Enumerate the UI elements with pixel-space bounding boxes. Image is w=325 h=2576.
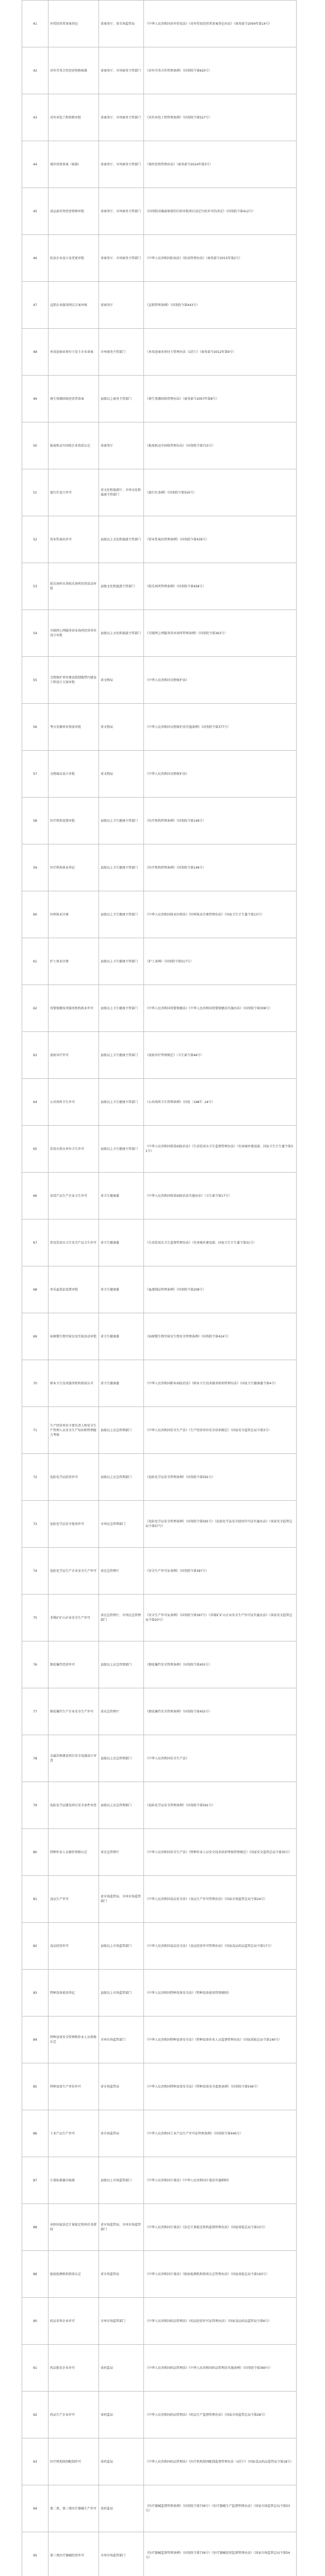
- department-cell: 省文物局: [99, 657, 144, 704]
- item-name-cell: 特种作业人员操作资格认定: [48, 1829, 99, 1876]
- table-row: [22, 282, 297, 329]
- table-row: [22, 376, 297, 422]
- legal-basis-cell: 《境外投资管理办法》（商务部令2014年第3号）: [144, 141, 297, 188]
- table-row: [22, 2392, 297, 2438]
- row-number-cell: 81: [22, 1876, 48, 1923]
- department-cell: 市州市场监管部门: [99, 2532, 144, 2576]
- row-number-cell: 41: [22, 1, 48, 47]
- row-number-cell: 93: [22, 2438, 48, 2485]
- item-name-cell: 单采血浆站设置审批: [48, 1266, 99, 1313]
- legal-basis-cell: 《中华人民共和国安全生产法》: [144, 1735, 297, 1782]
- department-cell: 县级以上应急管理部门: [99, 1454, 144, 1501]
- department-cell: 县级以上应急管理部门: [99, 1782, 144, 1829]
- item-name-cell: 烟花爆竹经营许可: [48, 1641, 99, 1688]
- item-name-cell: 危险化学品生产企业安全生产许可: [48, 1548, 99, 1595]
- row-number-cell: 74: [22, 1548, 48, 1595]
- table-row: [22, 235, 297, 282]
- department-cell: 市州市场监管部门: [99, 2016, 144, 2063]
- table-row: [22, 1454, 297, 1501]
- row-number-cell: 88: [22, 2204, 48, 2251]
- department-cell: 省卫生健康委: [99, 1219, 144, 1266]
- legal-basis-cell: 《中华人民共和国传染病防治法》《生活饮用水卫生监督管理办法》（住房城乡建设部、国家卫生计生委令第31号）: [144, 1126, 297, 1173]
- legal-basis-cell: 《血液制品管理条例》（国务院令第208号）: [144, 1266, 297, 1313]
- table-row: [22, 2298, 297, 2345]
- item-name-cell: 医疗机构设置审批: [48, 798, 99, 844]
- legal-basis-cell: 《中华人民共和国安全生产法》《特种作业人员安全技术培训考核管理规定》（国家安全监管总局令第30号）: [144, 1829, 297, 1876]
- row-number-cell: 91: [22, 2345, 48, 2392]
- department-cell: 县级以上市场监管部门: [99, 2157, 144, 2204]
- table-row: [22, 1126, 297, 1173]
- row-number-cell: 68: [22, 1266, 48, 1313]
- item-name-cell: 药品批发企业许可: [48, 2345, 99, 2392]
- table-row: [22, 1313, 297, 1360]
- row-number-cell: 63: [22, 1032, 48, 1079]
- row-number-cell: 62: [22, 985, 48, 1032]
- row-number-cell: 55: [22, 657, 48, 704]
- table-row: [22, 1923, 297, 1970]
- table-row: [22, 2204, 297, 2251]
- legal-basis-cell: 《旅行社条例》（国务院令第550号）: [144, 469, 297, 516]
- item-name-cell: 单用途商业预付卡发卡企业备案: [48, 329, 99, 376]
- row-number-cell: 86: [22, 2110, 48, 2157]
- legal-basis-cell: 《中华人民共和国特种设备安全法》《特种设备作业人员监督管理办法》（国家质检总局令第140号）: [144, 2016, 297, 2063]
- department-cell: 县级以上应急管理部门: [99, 1407, 144, 1454]
- item-name-cell: 烟花爆竹生产企业安全生产许可: [48, 1688, 99, 1735]
- row-number-cell: 59: [22, 844, 48, 891]
- legal-basis-cell: 《中华人民共和国传染病防治法实施办法》（卫生部令第17号）: [144, 1173, 297, 1219]
- table-row: [22, 422, 297, 469]
- item-name-cell: 非煤矿矿山企业安全生产许可: [48, 1595, 99, 1641]
- item-name-cell: 涉及饮用水卫生安全产品卫生许可: [48, 1219, 99, 1266]
- row-number-cell: 66: [22, 1173, 48, 1219]
- table-row: [22, 844, 297, 891]
- legal-basis-cell: 《中华人民共和国文物保护法》: [144, 751, 297, 798]
- department-cell: 省商务厅: [99, 282, 144, 329]
- table-row: [22, 1970, 297, 2016]
- row-number-cell: 76: [22, 1641, 48, 1688]
- row-number-cell: 67: [22, 1219, 48, 1266]
- row-number-cell: 70: [22, 1360, 48, 1407]
- legal-basis-cell: 《中华人民共和国拍卖法》《拍卖管理办法》（商务部令2015年第2号）: [144, 235, 297, 282]
- legal-basis-cell: 《中华人民共和国执业医师法》《医师执业注册管理办法》（国家卫生计生委令第13号）: [144, 891, 297, 938]
- row-number-cell: 89: [22, 2251, 48, 2298]
- table-row: [22, 1782, 297, 1829]
- row-number-cell: 83: [22, 1970, 48, 2016]
- row-number-cell: 56: [22, 704, 48, 751]
- department-cell: 省应急管理厅: [99, 1548, 144, 1595]
- regulation-table-body: [22, 1, 297, 2576]
- row-number-cell: 48: [22, 329, 48, 376]
- table-row: [22, 1688, 297, 1735]
- table-row: [22, 1032, 297, 1079]
- table-row: [22, 1, 297, 47]
- department-cell: 省文物局: [99, 751, 144, 798]
- department-cell: 省商务厅、市州商务主管部门: [99, 94, 144, 141]
- legal-basis-cell: 《医疗机构管理条例》（国务院令第149号）: [144, 844, 297, 891]
- item-name-cell: 危险化学品建设项目安全条件审查: [48, 1782, 99, 1829]
- department-cell: 县级以上卫生健康主管部门: [99, 891, 144, 938]
- department-cell: 县级以上卫生健康主管部门: [99, 938, 144, 985]
- table-row: [22, 1360, 297, 1407]
- legal-basis-cell: 《国务院对确需保留的行政审批项目设定行政许可的决定》（国务院令第412号）: [144, 188, 297, 235]
- department-cell: 省药监局: [99, 2485, 144, 2532]
- department-cell: 县级以上卫生健康主管部门: [99, 1032, 144, 1079]
- legal-basis-cell: 《中华人民共和国食品安全法》《食品生产许可管理办法》（国家市场监管总局令第24号）: [144, 1876, 297, 1923]
- item-name-cell: 危险化学品安全使用许可: [48, 1501, 99, 1548]
- table-row: [22, 657, 297, 704]
- row-number-cell: 44: [22, 141, 48, 188]
- department-cell: 市州商务主管部门: [99, 329, 144, 376]
- table-row: [22, 2485, 297, 2532]
- legal-basis-cell: 《危险化学品安全管理条例》（国务院令第591号）: [144, 1782, 297, 1829]
- department-cell: 县级以上商务主管部门: [99, 376, 144, 422]
- item-name-cell: 营业性演出许可: [48, 516, 99, 563]
- item-name-cell: 第三类医疗器械经营许可: [48, 2532, 99, 2576]
- legal-basis-cell: 《对外承包工程管理条例》（国务院令第527号）: [144, 94, 297, 141]
- legal-basis-cell: 《中华人民共和国药品管理法》《药品生产监督管理办法》（国家市场监管总局令第28号）: [144, 2392, 297, 2438]
- item-name-cell: 消毒产品生产企业卫生许可: [48, 1173, 99, 1219]
- table-row: [22, 1548, 297, 1595]
- department-cell: 县级文化和旅游主管部门: [99, 563, 144, 610]
- legal-basis-cell: 《中华人民共和国药品管理法》《医疗机构制剂配制监督管理办法（试行）》（国家食品药品监管局令第18号）: [144, 2438, 297, 2485]
- legal-basis-cell: 《再生资源回收管理办法》（商务部令2007年第8号）: [144, 376, 297, 422]
- table-row: [22, 1876, 297, 1923]
- department-cell: 省应急管理厅: [99, 1688, 144, 1735]
- department-cell: 市州市场监管部门: [99, 2298, 144, 2345]
- legal-basis-cell: 《中华人民共和国特种设备安全法》《特种设备安全监察条例》（国务院令第549号）: [144, 2063, 297, 2110]
- row-number-cell: 51: [22, 469, 48, 516]
- legal-basis-cell: 《中华人民共和国特种设备安全法》《特种设备使用管理规则》: [144, 1970, 297, 2016]
- department-cell: 省应急管理厅: [99, 1829, 144, 1876]
- row-number-cell: 78: [22, 1735, 48, 1782]
- item-name-cell: 对外劳务合作经营资格核准: [48, 47, 99, 94]
- item-name-cell: 特种设备生产单位许可: [48, 2063, 99, 2110]
- item-name-cell: 计量标准器具核准: [48, 2157, 99, 2204]
- row-number-cell: 60: [22, 891, 48, 938]
- department-cell: 省商务厅、市州商务主管部门: [99, 235, 144, 282]
- row-number-cell: 77: [22, 1688, 48, 1735]
- legal-basis-cell: 《中华人民共和国对外贸易法》《对外贸易经营者备案登记办法》（商务部令2004年第14号）: [144, 1, 297, 47]
- legal-basis-cell: 《中华人民共和国药品管理法》《药品经营许可证管理办法》（国家食品药品监管局令第6号）: [144, 2298, 297, 2345]
- department-cell: 省卫生健康委: [99, 1360, 144, 1407]
- table-row: [22, 1735, 297, 1782]
- row-number-cell: 65: [22, 1126, 48, 1173]
- department-cell: 省药监局: [99, 2392, 144, 2438]
- item-name-cell: 医疗机构制剂配制许可: [48, 2438, 99, 2485]
- item-name-cell: 食品生产许可: [48, 1876, 99, 1923]
- item-name-cell: 生产经营单位主要负责人和安全生产管理人员安全生产知识和管理能力考核: [48, 1407, 99, 1454]
- item-name-cell: 公共场所卫生许可: [48, 1079, 99, 1126]
- table-row: [22, 2532, 297, 2576]
- department-cell: 省药监局: [99, 2345, 144, 2392]
- department-cell: 县级以上卫生健康主管部门: [99, 1079, 144, 1126]
- row-number-cell: 53: [22, 563, 48, 610]
- item-name-cell: 报废机动车回收企业资质认定: [48, 422, 99, 469]
- table-row: [22, 1173, 297, 1219]
- department-cell: 省应急管理厅、市州应急管理部门: [99, 1595, 144, 1641]
- legal-basis-cell: 《烟花爆竹安全管理条例》（国务院令第455号）: [144, 1688, 297, 1735]
- row-number-cell: 42: [22, 47, 48, 94]
- row-number-cell: 94: [22, 2485, 48, 2532]
- legal-basis-cell: 《安全生产许可证条例》（国务院令第397号）: [144, 1548, 297, 1595]
- table-row: [22, 610, 297, 657]
- row-number-cell: 61: [22, 938, 48, 985]
- item-name-cell: 检验检测机构资质认定: [48, 2251, 99, 2298]
- legal-basis-cell: 《医疗器械监督管理条例》（国务院令第739号）《医疗器械经营监督管理办法》（国家市场监管总局令第54号）: [144, 2532, 297, 2576]
- legal-basis-cell: 《放射诊疗管理规定》（卫生部令第46号）: [144, 1032, 297, 1079]
- item-name-cell: 金属冶炼建设项目安全设施设计审查: [48, 1735, 99, 1782]
- table-row: [22, 516, 297, 563]
- legal-basis-cell: 《护士条例》（国务院令第517号）: [144, 938, 297, 985]
- item-name-cell: 成品油零售经营资格审批: [48, 188, 99, 235]
- table-row: [22, 1641, 297, 1688]
- department-cell: 省商务厅、市州商务主管部门: [99, 141, 144, 188]
- department-cell: 县级以上卫生健康主管部门: [99, 844, 144, 891]
- row-number-cell: 92: [22, 2392, 48, 2438]
- table-row: [22, 1079, 297, 1126]
- legal-basis-cell: 《中华人民共和国计量法》《检验检测机构资质认定管理办法》（国家质检总局令第163号）: [144, 2251, 297, 2298]
- row-number-cell: 69: [22, 1313, 48, 1360]
- department-cell: 县级以上市场监管部门: [99, 1970, 144, 2016]
- item-name-cell: 直销企业服务网点方案审核: [48, 282, 99, 329]
- table-row: [22, 704, 297, 751]
- row-number-cell: 52: [22, 516, 48, 563]
- table-row: [22, 1219, 297, 1266]
- item-name-cell: 再生资源回收经营者备案: [48, 376, 99, 422]
- item-name-cell: 特种设备使用登记: [48, 1970, 99, 2016]
- department-cell: 省市场监管局、市州市场监管部门: [99, 2204, 144, 2251]
- department-cell: 省卫生健康委: [99, 1266, 144, 1313]
- row-number-cell: 54: [22, 610, 48, 657]
- legal-basis-cell: 《中华人民共和国药品管理法》《中华人民共和国药品管理法实施条例》（国务院令第360号）: [144, 2345, 297, 2392]
- table-row: [22, 47, 297, 94]
- table-row: [22, 563, 297, 610]
- row-number-cell: 90: [22, 2298, 48, 2345]
- table-row: [22, 2157, 297, 2204]
- legal-basis-cell: 《医疗机构管理条例》（国务院令第149号）: [144, 798, 297, 844]
- item-name-cell: 护士执业注册: [48, 938, 99, 985]
- item-name-cell: 母婴保健技术服务机构执业许可: [48, 985, 99, 1032]
- item-name-cell: 医疗机构执业登记: [48, 844, 99, 891]
- legal-basis-cell: 《中华人民共和国母婴保健法》《中华人民共和国母婴保健法实施办法》（国务院令第308号）: [144, 985, 297, 1032]
- table-row: [22, 751, 297, 798]
- legal-basis-cell: 《直销管理条例》（国务院令第443号）: [144, 282, 297, 329]
- table-row: [22, 1829, 297, 1876]
- item-name-cell: 拍卖企业设立及变更审批: [48, 235, 99, 282]
- item-name-cell: 病原微生物实验室及实验活动审批: [48, 1313, 99, 1360]
- table-row: [22, 2345, 297, 2392]
- item-name-cell: 外贸经营者备案登记: [48, 1, 99, 47]
- item-name-cell: 饮用水供水单位卫生许可: [48, 1126, 99, 1173]
- item-name-cell: 旅行社设立许可: [48, 469, 99, 516]
- department-cell: 县级以上应急管理部门: [99, 1641, 144, 1688]
- row-number-cell: 79: [22, 1782, 48, 1829]
- department-cell: 县级以上应急管理部门: [99, 1735, 144, 1782]
- item-name-cell: 药品零售企业许可: [48, 2298, 99, 2345]
- legal-basis-cell: 《中华人民共和国计量法》《中华人民共和国计量法实施细则》: [144, 2157, 297, 2204]
- table-row: [22, 798, 297, 844]
- department-cell: 县级以上卫生健康主管部门: [99, 985, 144, 1032]
- table-row: [22, 2438, 297, 2485]
- table-row: [22, 1595, 297, 1641]
- item-name-cell: 药品生产企业许可: [48, 2392, 99, 2438]
- legal-basis-cell: 《中华人民共和国安全生产法》《生产经营单位安全培训规定》（国家安全监管总局令第3号）: [144, 1407, 297, 1454]
- table-row: [22, 469, 297, 516]
- legal-basis-cell: 《互联网上网服务营业场所管理条例》（国务院令第363号）: [144, 610, 297, 657]
- row-number-cell: 73: [22, 1501, 48, 1548]
- legal-basis-cell: 《营业性演出管理条例》（国务院令第439号）: [144, 516, 297, 563]
- legal-basis-cell: 《对外劳务合作管理条例》（国务院令第620号）: [144, 47, 297, 94]
- department-cell: 省文化和旅游厅、市州文化和旅游主管部门: [99, 469, 144, 516]
- item-name-cell: 境外投资备案（核准）: [48, 141, 99, 188]
- table-row: [22, 329, 297, 376]
- table-row: [22, 2110, 297, 2157]
- row-number-cell: 50: [22, 422, 48, 469]
- department-cell: 省市场监管局: [99, 2110, 144, 2157]
- row-number-cell: 95: [22, 2532, 48, 2576]
- legal-basis-cell: 《烟花爆竹安全管理条例》（国务院令第455号）: [144, 1641, 297, 1688]
- table-row: [22, 141, 297, 188]
- department-cell: 省商务厅、市州商务主管部门: [99, 47, 144, 94]
- legal-basis-cell: 《娱乐场所管理条例》（国务院令第458号）: [144, 563, 297, 610]
- legal-basis-cell: 《公共场所卫生管理条例》（国发〔1987〕24号）: [144, 1079, 297, 1126]
- legal-basis-cell: 《报废机动车回收管理办法》（国务院令第715号）: [144, 422, 297, 469]
- row-number-cell: 84: [22, 2016, 48, 2063]
- table-row: [22, 985, 297, 1032]
- item-name-cell: 医师执业注册: [48, 891, 99, 938]
- department-cell: 县级以上文化和旅游主管部门: [99, 610, 144, 657]
- table-row: [22, 188, 297, 235]
- row-number-cell: 45: [22, 188, 48, 235]
- row-number-cell: 57: [22, 751, 48, 798]
- regulation-table: [22, 0, 297, 2576]
- department-cell: 省市场监管局: [99, 2251, 144, 2298]
- item-name-cell: 放射诊疗许可: [48, 1032, 99, 1079]
- department-cell: 省商务厅: [99, 422, 144, 469]
- legal-basis-cell: 《单用途商业预付卡管理办法（试行）》（商务部令2012年第9号）: [144, 329, 297, 376]
- department-cell: 县级以上文化和旅游主管部门: [99, 516, 144, 563]
- row-number-cell: 58: [22, 798, 48, 844]
- department-cell: 市州应急管理部门: [99, 1501, 144, 1548]
- table-row: [22, 1501, 297, 1548]
- item-name-cell: 文物保护单位建设控制地带内建设工程设计方案审批: [48, 657, 99, 704]
- table-row: [22, 891, 297, 938]
- department-cell: 省商务厅、市州商务主管部门: [99, 188, 144, 235]
- legal-basis-cell: 《中华人民共和国食品安全法》《食品经营许可管理办法》（国家食品药品监管总局令第17号）: [144, 1923, 297, 1970]
- row-number-cell: 82: [22, 1923, 48, 1970]
- table-row: [22, 1407, 297, 1454]
- row-number-cell: 71: [22, 1407, 48, 1454]
- legal-basis-cell: 《中华人民共和国文物保护法实施条例》（国务院令第377号）: [144, 704, 297, 751]
- item-name-cell: 危险化学品经营许可: [48, 1454, 99, 1501]
- legal-basis-cell: 《中华人民共和国计量法》《法定计量检定机构监督管理办法》（国家质检总局令第15号）: [144, 2204, 297, 2251]
- item-name-cell: 食品经营许可: [48, 1923, 99, 1970]
- row-number-cell: 87: [22, 2157, 48, 2204]
- legal-basis-cell: 《中华人民共和国职业病防治法》《职业卫生技术服务机构管理办法》（国家卫生健康委令第4号）: [144, 1360, 297, 1407]
- item-name-cell: 第二类、第三类医疗器械生产许可: [48, 2485, 99, 2532]
- row-number-cell: 80: [22, 1829, 48, 1876]
- table-row: [22, 94, 297, 141]
- row-number-cell: 64: [22, 1079, 48, 1126]
- item-name-cell: 职业卫生技术服务机构资质认可: [48, 1360, 99, 1407]
- legal-basis-cell: 《病原微生物实验室生物安全管理条例》（国务院令第424号）: [144, 1313, 297, 1360]
- department-cell: 县级以上卫生健康主管部门: [99, 798, 144, 844]
- legal-basis-cell: 《生活饮用水卫生监督管理办法》（住房城乡建设部、国家卫生计生委令第31号）: [144, 1219, 297, 1266]
- department-cell: 省药监局: [99, 2438, 144, 2485]
- legal-basis-cell: 《中华人民共和国文物保护法》: [144, 657, 297, 704]
- table-row: [22, 2063, 297, 2110]
- department-cell: 省市场监管局、市州市场监管部门: [99, 1876, 144, 1923]
- item-name-cell: 承担国家法定计量检定机构任务授权: [48, 2204, 99, 2251]
- legal-basis-cell: 《危险化学品安全管理条例》（国务院令第591号）: [144, 1454, 297, 1501]
- department-cell: 省商务厅、省市场监管局: [99, 1, 144, 47]
- department-cell: 省卫生健康委: [99, 1313, 144, 1360]
- legal-basis-cell: 《危险化学品安全管理条例》（国务院令第591号）《危险化学品安全使用许可证实施办法》（国家安全监管总局令第57号）: [144, 1501, 297, 1548]
- table-row: [22, 2251, 297, 2298]
- department-cell: 省文物局: [99, 704, 144, 751]
- table-row: [22, 938, 297, 985]
- department-cell: 县级以上卫生健康主管部门: [99, 1126, 144, 1173]
- table-row: [22, 1266, 297, 1313]
- row-number-cell: 72: [22, 1454, 48, 1501]
- legal-basis-cell: 《中华人民共和国工业产品生产许可证管理条例》（国务院令第440号）: [144, 2110, 297, 2157]
- legal-basis-cell: 《医疗器械监督管理条例》（国务院令第739号）《医疗器械生产监督管理办法》（国家市场监管总局令第53号）: [144, 2485, 297, 2532]
- item-name-cell: 对外承包工程资格审批: [48, 94, 99, 141]
- legal-basis-cell: 《安全生产许可证条例》（国务院令第397号）《非煤矿矿山企业安全生产许可证实施办法》（国家安全监管总局令第20号）: [144, 1595, 297, 1641]
- item-name-cell: 特种设备安全管理和作业人员资格认定: [48, 2016, 99, 2063]
- row-number-cell: 47: [22, 282, 48, 329]
- row-number-cell: 49: [22, 376, 48, 422]
- item-name-cell: 考古发掘单位资质审批: [48, 704, 99, 751]
- item-name-cell: 工业产品生产许可: [48, 2110, 99, 2157]
- row-number-cell: 85: [22, 2063, 48, 2110]
- department-cell: 省市场监管局: [99, 2063, 144, 2110]
- department-cell: 省卫生健康委: [99, 1173, 144, 1219]
- item-name-cell: 娱乐场所从事娱乐场所经营活动审批: [48, 563, 99, 610]
- department-cell: 县级以上市场监管部门: [99, 1923, 144, 1970]
- table-row: [22, 2016, 297, 2063]
- item-name-cell: 互联网上网服务营业场所经营单位设立审批: [48, 610, 99, 657]
- row-number-cell: 75: [22, 1595, 48, 1641]
- row-number-cell: 43: [22, 94, 48, 141]
- item-name-cell: 文物商店设立审批: [48, 751, 99, 798]
- row-number-cell: 46: [22, 235, 48, 282]
